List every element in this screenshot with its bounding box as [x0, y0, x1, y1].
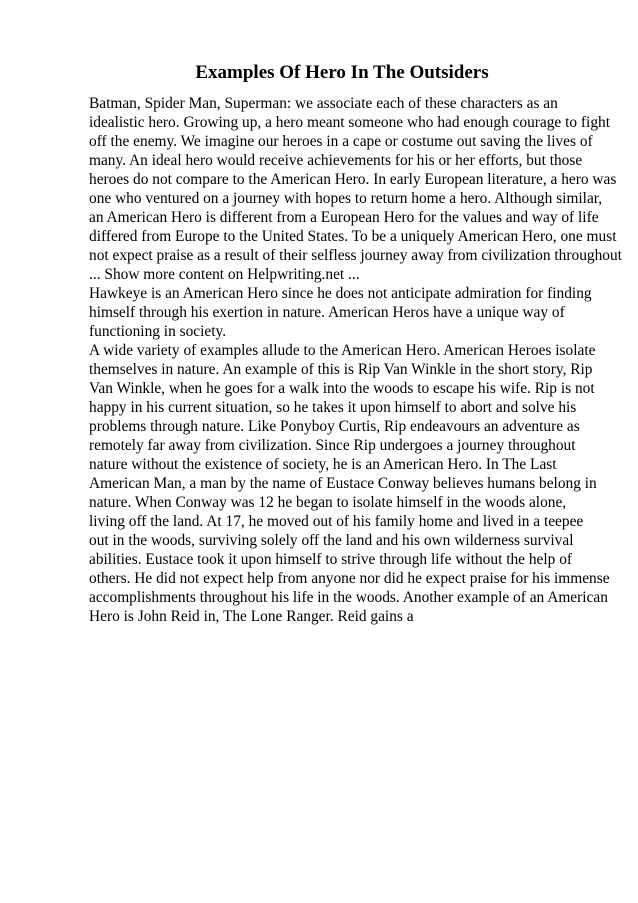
- body-line: an American Hero is different from a European Hero for the values and way of life: [89, 209, 599, 226]
- body-line: off the enemy. We imagine our heroes in a cape or costume out saving the lives of: [89, 133, 593, 150]
- body-line: many. An ideal hero would receive achievements for his or her efforts, but those: [89, 152, 583, 169]
- body-line: Hero is John Reid in, The Lone Ranger. Reid gains a: [89, 608, 414, 625]
- body-line: himself through his exertion in nature. American Heros have a unique way of: [89, 304, 565, 321]
- body-line: living off the land. At 17, he moved out of his family home and lived in a teepee: [89, 513, 584, 530]
- body-line: happy in his current situation, so he takes it upon himself to abort and solve his: [89, 399, 577, 416]
- show-more-line: ... Show more content on Helpwriting.net ...: [89, 266, 360, 283]
- document-title: Examples Of Hero In The Outsiders: [195, 62, 489, 83]
- body-line: one who ventured on a journey with hopes to return home a hero. Although similar,: [89, 190, 603, 207]
- body-line: abilities. Eustace took it upon himself to strive through life without the help of: [89, 551, 573, 568]
- body-line: functioning in society.: [89, 323, 227, 340]
- body-line: differed from Europe to the United States. To be a uniquely American Hero, one must: [89, 228, 617, 245]
- body-line: others. He did not expect help from anyone nor did he expect praise for his immense: [89, 570, 610, 587]
- body-line: nature. When Conway was 12 he began to isolate himself in the woods alone,: [89, 494, 567, 511]
- body-line: heroes do not compare to the American Hero. In early European literature, a hero was: [89, 171, 617, 188]
- body-line: problems through nature. Like Ponyboy Curtis, Rip endeavours an adventure as: [89, 418, 580, 435]
- body-line: not expect praise as a result of their selfless journey away from civilization throughout: [89, 247, 622, 264]
- document-body: [89, 94, 622, 626]
- body-line: out in the woods, surviving solely off the land and his own wilderness survival: [89, 532, 574, 549]
- body-line: Batman, Spider Man, Superman: we associate each of these characters as an: [89, 95, 558, 112]
- body-line: accomplishments throughout his life in the woods. Another example of an American: [89, 589, 608, 606]
- body-line: remotely far away from civilization. Since Rip undergoes a journey throughout: [89, 437, 576, 454]
- body-line: idealistic hero. Growing up, a hero meant someone who had enough courage to fight: [89, 114, 610, 131]
- body-line: American Man, a man by the name of Eustace Conway believes humans belong in: [89, 475, 597, 492]
- body-line: nature without the existence of society, he is an American Hero. In The Last: [89, 456, 557, 473]
- body-line: Hawkeye is an American Hero since he does not anticipate admiration for finding: [89, 285, 592, 302]
- body-line: Van Winkle, when he goes for a walk into the woods to escape his wife. Rip is not: [89, 380, 595, 397]
- body-line: themselves in nature. An example of this is Rip Van Winkle in the short story, Rip: [89, 361, 593, 378]
- body-line: A wide variety of examples allude to the American Hero. American Heroes isolate: [89, 342, 596, 359]
